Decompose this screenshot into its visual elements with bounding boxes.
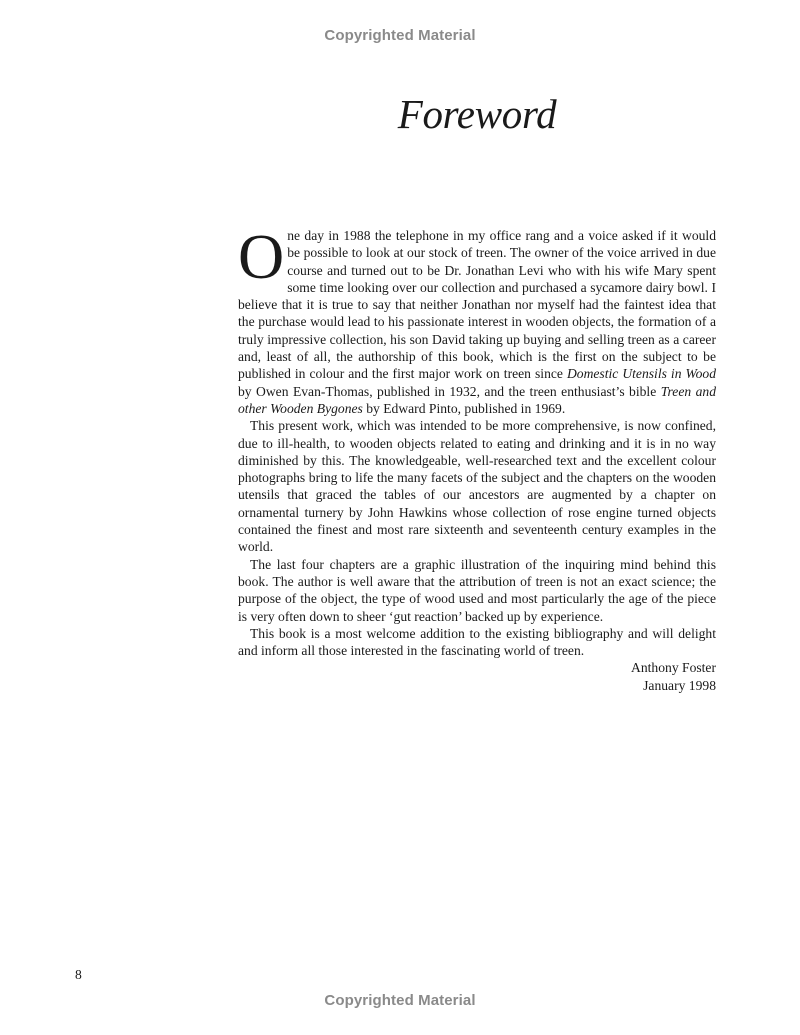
book-title-domestic-utensils: Domestic Utensils in Wood [566,366,716,382]
copyright-watermark-bottom: Copyrighted Material [324,992,476,1009]
page-title: Foreword [397,91,557,137]
signature-name: Anthony Foster [631,660,716,676]
paragraph-1-text-c: by Edward Pinto, published in 1969. [362,400,566,416]
paragraph-3: The last four chapters are a graphic illustration of the inquiring mind behind this book. The author is well aware that the attribution of treen is not an exact science; the purpose of the object, the type of wood used and most particularly the age of the piece is very often down to sheer ‘gut reaction’ backed up by experience. [238,556,716,624]
paragraph-1-text-a: ne day in 1988 the telephone in my office rang and a voice asked if it would be possible to look at our stock of treen. The owner of the voice arrived in due course and turned out to be Dr. Jonathan Levi who with his wife Mary spent some time looking over our collection and purchased a sycamore dairy bowl. I believe that it is true to say that neither Jonathan nor myself had the faintest idea that the purchase would lead to his passionate interest in wooden objects, the formation of a truly impressive collection, his son David taking up buying and selling treen as a career and, least of all, the authorship of this book, which is the first on the subject to be published in colour and the first major work on treen since [238,228,716,382]
paragraph-1-text-b: by Owen Evan-Thomas, published in 1932, and the treen enthusiast’s bible [238,383,661,399]
signature-date: January 1998 [643,677,716,693]
page-number: 8 [75,967,82,982]
paragraph-1 [238,221,717,417]
copyright-watermark-top: Copyrighted Material [324,27,476,44]
paragraph-2: This present work, which was intended to be more comprehensive, is now confined, due to ill-health, to wooden objects related to eating and drinking and it is in no way diminished by this. The knowledgeable, well-researched text and the excellent colour photographs bring to life the many facets of the subject and the chapters on the wooden utensils that graced the tables of our ancestors are augmented by a chapter on ornamental turnery by John Hawkins whose collection of rose engine turned objects contained the finest and most rare sixteenth and seventeenth century examples in the world. [238,418,716,555]
foreword-body [238,221,717,694]
book-title-treen-bygones: Treen and other Wooden Bygones [238,383,717,416]
drop-cap: O [238,221,285,292]
paragraph-4: This book is a most welcome addition to the existing bibliography and will delight and inform all those interested in the fascinating world of treen. [238,625,716,659]
